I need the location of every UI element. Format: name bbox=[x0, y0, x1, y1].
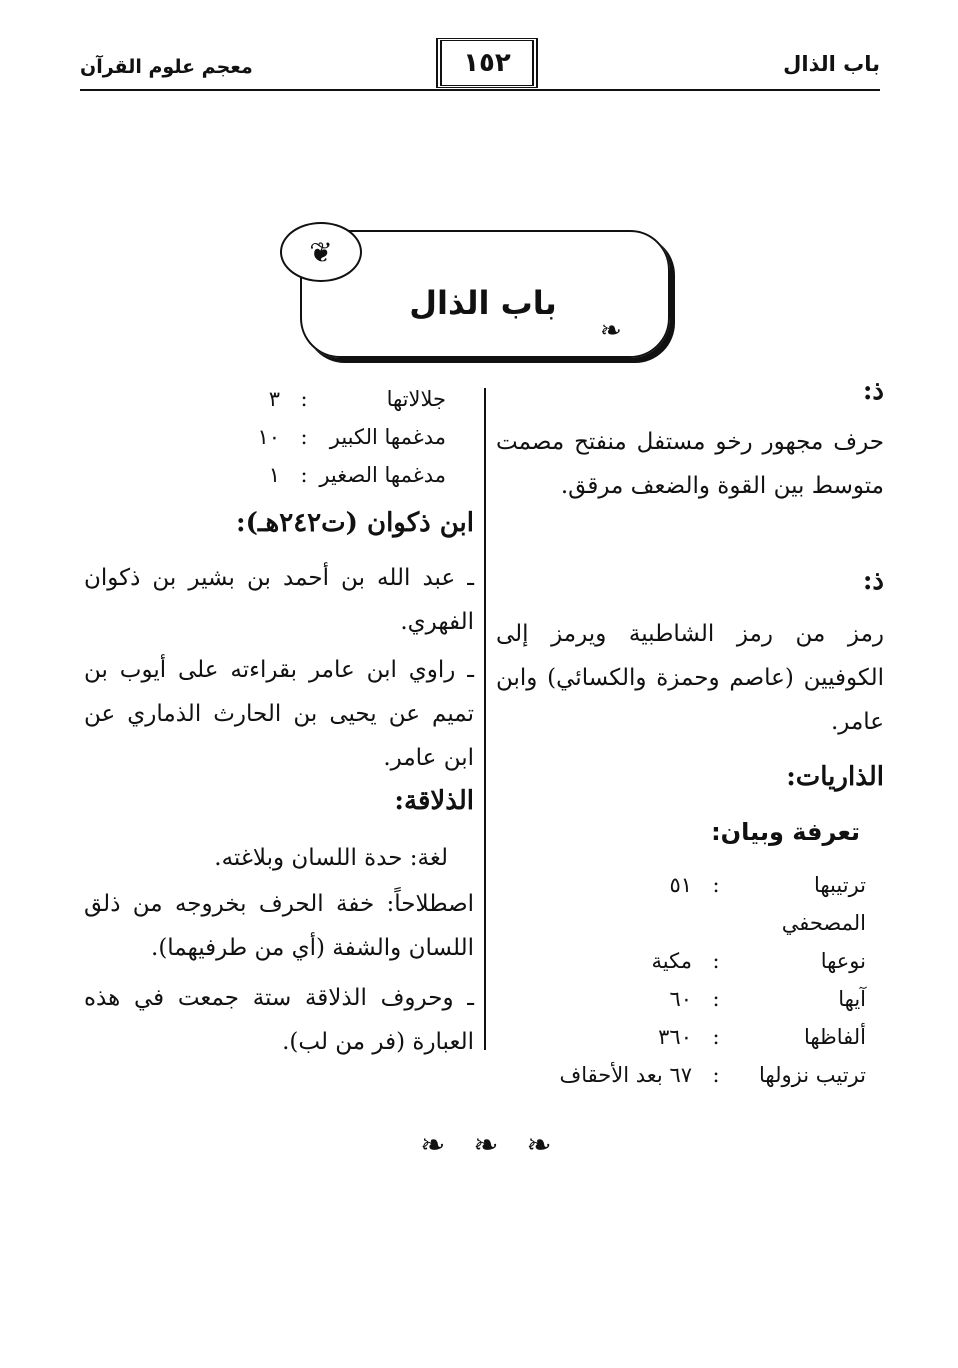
table-row bbox=[526, 1056, 866, 1094]
fact-key: جلالاتها bbox=[386, 387, 446, 411]
fact-sep: : bbox=[712, 1025, 720, 1049]
floral-ornament-icon: ❦ bbox=[280, 222, 362, 282]
surah-facts-table-continued bbox=[146, 380, 446, 494]
table-row bbox=[526, 866, 866, 942]
entry-dhal-heading: ذ: bbox=[862, 376, 884, 406]
fact-key: ترتيبها المصحفي bbox=[781, 873, 866, 935]
fact-key: ألفاظها bbox=[803, 1025, 866, 1049]
chapter-title: باب الذال bbox=[409, 284, 557, 322]
table-row bbox=[526, 942, 866, 980]
running-header-book-title: معجم علوم القرآن bbox=[80, 56, 253, 78]
entry-dhalaqa-p3: ـ وحروف الذلاقة ستة جمعت في هذه العبارة (فر من لب). bbox=[84, 985, 474, 1055]
fact-sep: : bbox=[300, 425, 308, 449]
fact-sep: : bbox=[712, 987, 720, 1011]
entry-dhalaqa-p2: اصطلاحاً: خفة الحرف بخروجه من ذلق اللسان والشفة (أي من طرفيهما). bbox=[84, 891, 474, 961]
entry-dhalaqa-heading: الذلاقة: bbox=[394, 786, 474, 816]
entry-dhal-symbol-text: رمز من رمز الشاطبية ويرمز إلى الكوفيين (عاصم وحمزة والكسائي) وابن عامر. bbox=[496, 621, 884, 735]
fact-sep: : bbox=[300, 387, 308, 411]
fact-value: مكية bbox=[651, 949, 692, 973]
table-row bbox=[526, 1018, 866, 1056]
floral-corner-icon: ❧ bbox=[600, 316, 622, 346]
fact-value: ١٠ bbox=[257, 425, 280, 449]
header-rule bbox=[80, 89, 880, 91]
fact-sep: : bbox=[712, 949, 720, 973]
page-number: ١٥٢ bbox=[436, 38, 538, 88]
fact-value: ١ bbox=[268, 463, 280, 487]
fact-value: ٣ bbox=[268, 387, 280, 411]
fact-key: نوعها bbox=[820, 949, 866, 973]
entry-ibn-dhakwan-p2: ـ راوي ابن عامر بقراءته على أيوب بن تميم عن يحيى بن الحارث الذماري عن ابن عامر. bbox=[84, 657, 474, 771]
table-row bbox=[146, 380, 446, 418]
entry-dhal-text: حرف مجهور رخو مستفل منفتح مصمت متوسط بين القوة والضعف مرقق. bbox=[496, 429, 884, 499]
column-divider bbox=[484, 388, 486, 1050]
entry-ibn-dhakwan-p1: ـ عبد الله بن أحمد بن بشير بن ذكوان الفهري. bbox=[84, 565, 474, 635]
fact-key: آيها bbox=[838, 987, 866, 1011]
fact-value: ٥١ bbox=[669, 873, 692, 897]
entry-dhalaqa-p1: لغة: حدة اللسان وبلاغته. bbox=[214, 845, 448, 871]
entry-ibn-dhakwan-heading: ابن ذكوان (ت٢٤٢هـ): bbox=[236, 508, 474, 538]
fact-sep: : bbox=[300, 463, 308, 487]
fact-key: مدغمها الصغير bbox=[319, 463, 446, 487]
running-header-chapter: باب الذال bbox=[783, 52, 880, 76]
section-end-ornaments-icon: ❧❧❧ bbox=[420, 1128, 580, 1163]
table-row bbox=[526, 980, 866, 1018]
fact-value: ٣٦٠ bbox=[658, 1025, 692, 1049]
fact-value: ٦٧ بعد الأحقاف bbox=[559, 1063, 692, 1087]
table-row bbox=[146, 456, 446, 494]
surah-facts-table bbox=[526, 866, 866, 1094]
fact-sep: : bbox=[712, 1063, 720, 1087]
entry-dhariyat-subheading: تعرفة وبيان: bbox=[711, 818, 860, 846]
entry-dhal-symbol-heading: ذ: bbox=[862, 566, 884, 596]
fact-key: مدغمها الكبير bbox=[329, 425, 446, 449]
entry-dhariyat-heading: الذاريات: bbox=[786, 762, 884, 792]
fact-value: ٦٠ bbox=[669, 987, 692, 1011]
fact-sep: : bbox=[712, 873, 720, 897]
table-row bbox=[146, 418, 446, 456]
fact-key: ترتيب نزولها bbox=[759, 1063, 866, 1087]
